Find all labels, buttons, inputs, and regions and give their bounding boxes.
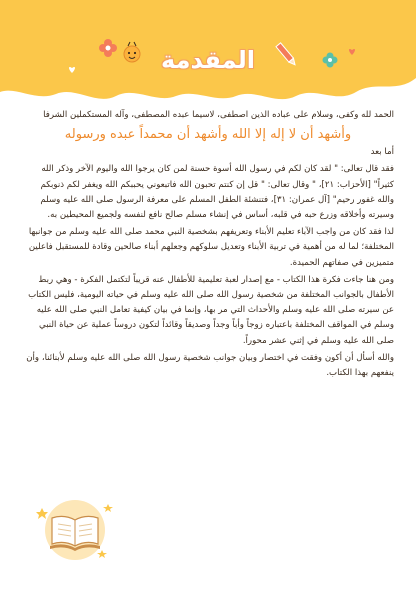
open-book-illustration xyxy=(32,494,118,566)
book-icon xyxy=(50,516,100,551)
paragraph-idea: ومن هنا جاءت فكرة هذا الكتاب - مع إصدار لعبة تعليمية للأطفال عنه قريباً لتكتمل الفكرة - وهي ربط الأطفال بالجوانب المختلفة من شخصية رسول الله صلى الله عليه وسلم في حياته اليومية، فليس الكتاب عن سيرته صلى الله عليه وسلم والأحداث التي مر بها، وإنما في بيان كيفية تعامل النبي صلى الله عليه وسلم في المواقف المختلفة باعتباره زوجاً وأباً وجداً وصديقاً وقائداً لتكون دروساً عملية عن حياة النبي صلى الله عليه وسلم في إثني عشر محوراً. xyxy=(28,274,394,346)
paragraph-quran: فقد قال تعالى: " لقد كان لكم في رسول الله أسوة حسنة لمن كان يرجوا الله واليوم الآخر وذكر الله كثيراً" [الأحزاب: ٢١]، " وقال تعالى: " قل إن كنتم تحبون الله فاتبعوني يحببكم الله ويغفر لكم ذنوبكم والله غفور رحيم" [آل عمران: ٣١]، فتنشئة الطفل المسلم على معرفة الرسول صلى الله عليه وسلم وسيرته وأخلاقه وزرع حبه في قلبه، أساس في إنشاء مسلم صالح نافع لنفسه ولجميع المحيطين به. xyxy=(40,164,394,221)
testimony-line: وأشهد أن لا إله إلا الله وأشهد أن محمداً عبده ورسوله xyxy=(64,127,352,143)
paragraph-duty: لذا فقد كان من واجب الآباء تعليم الأبناء وتعريفهم بشخصية النبي محمد صلى الله عليه وسلم من جوانبها المختلفة؛ لما له من أهمية في تربية الأبناء وتعديل سلوكهم وجعلهم أبناء صالحين وقادة للمستقبل فاعلين متميزين في صفاتهم الحميدة. xyxy=(28,227,394,268)
body-text xyxy=(22,108,394,383)
amma-baad: أما بعد xyxy=(370,147,394,158)
opening-paragraph: الحمد لله وكفى، وسلام على عباده الذين اصطفى، لاسيما عبده المصطفى، وآله المستكملين الشرفا xyxy=(43,110,394,120)
closing-paragraph: والله أسأل أن أكون وفقت في اختصار وبيان جوانب شخصية رسول الله صلى الله عليه وسلم لأبنائنا، وأن ينفعهم بهذا الكتاب. xyxy=(26,352,394,379)
header-banner xyxy=(0,0,416,102)
page-title: المقدمة xyxy=(161,46,255,74)
